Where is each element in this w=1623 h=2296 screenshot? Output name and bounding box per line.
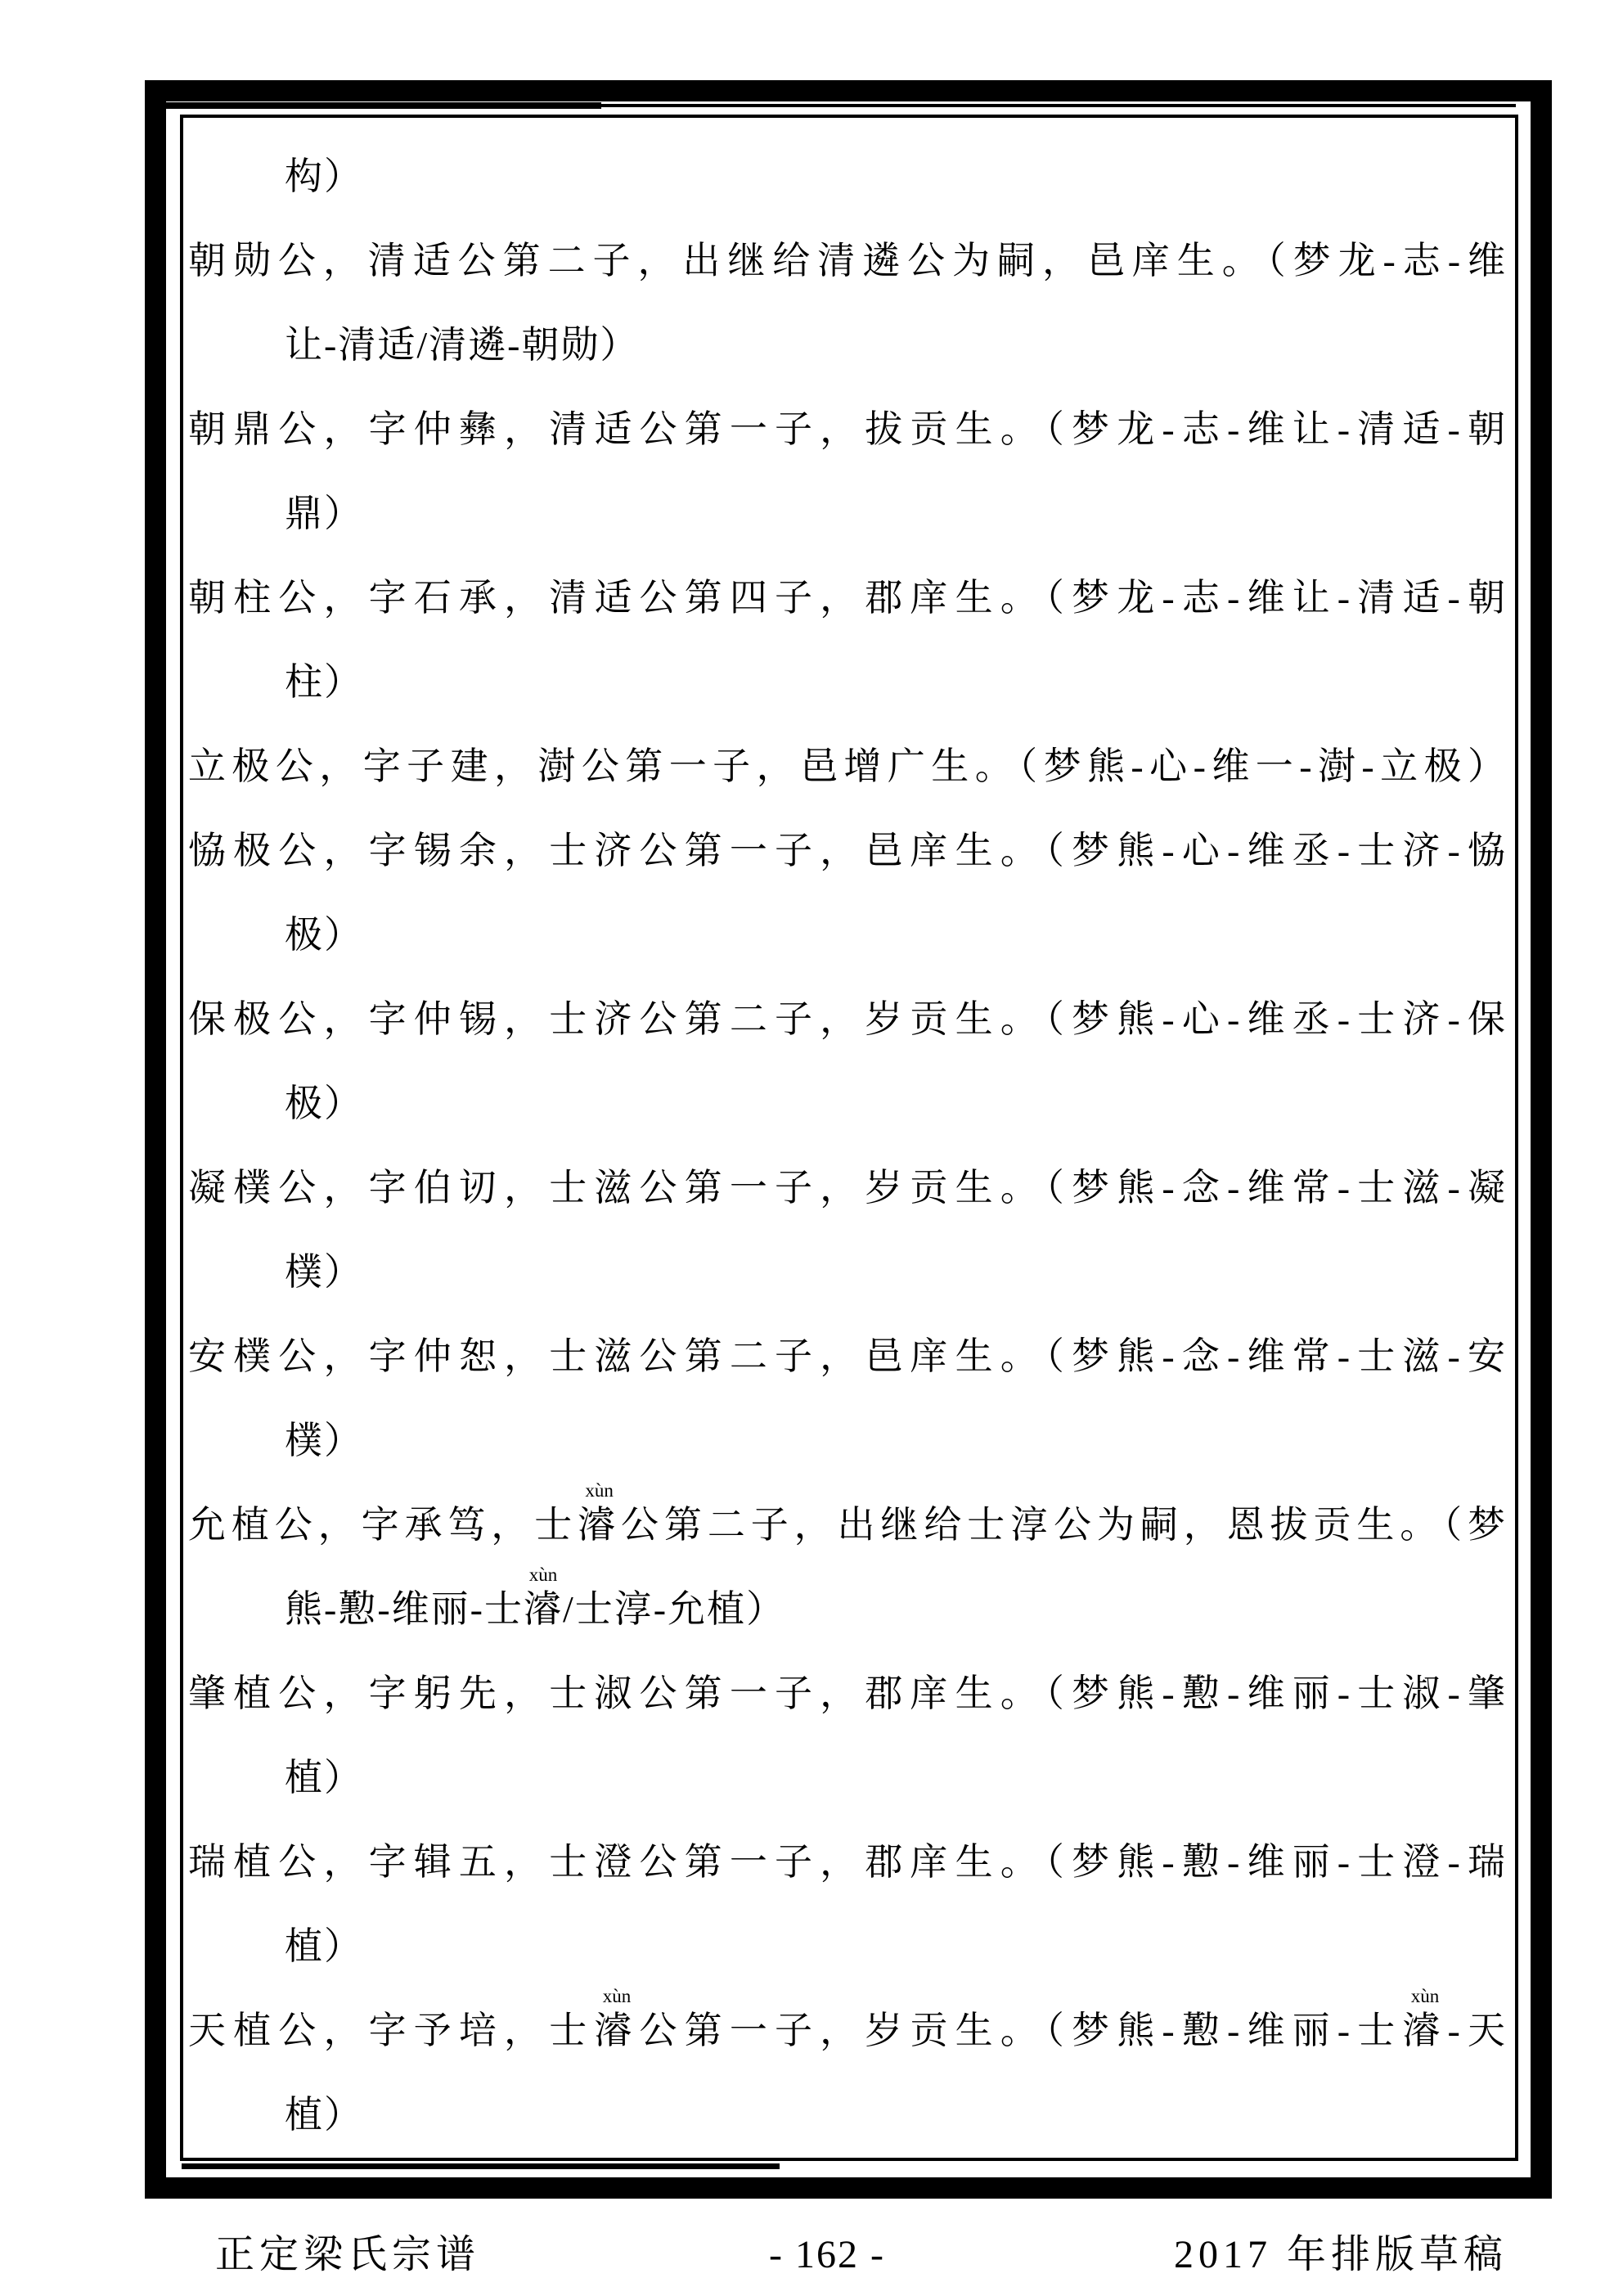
text-line: 构） — [285, 155, 363, 197]
text-line: 允植公，字承笃，士濬 xùn 公第二子，出继给士淳公为嗣，恩拔贡生。（梦 — [188, 1480, 1508, 1546]
pinyin-annotation: xùn — [528, 1564, 558, 1585]
text-line: 柱） — [285, 661, 363, 703]
text-line: 恊极公，字锡余，士济公第一子，邑庠生。（梦熊-心-维丞-士济-恊 — [188, 830, 1507, 871]
text-line: 极） — [285, 914, 363, 956]
footer-edition-note: 2017 年排版草稿 — [1173, 2233, 1508, 2276]
text-line: 植） — [285, 2094, 363, 2136]
text-line: 朝勋公，清适公第二子，出继给清遴公为嗣，邑庠生。（梦龙-志-维 — [188, 240, 1507, 281]
text-line: 立极公，字子建，澍公第一子，邑增广生。（梦熊-心-维一-澍-立极） — [188, 745, 1507, 787]
text-line: 樸） — [285, 1251, 363, 1293]
footer-book-title: 正定梁氏宗谱 — [215, 2233, 481, 2276]
text-line: 肇植公，字躬先，士淑公第一子，郡庠生。（梦熊-懃-维丽-士淑-肇 — [188, 1672, 1507, 1714]
ruby-annotated-char: 濬 xùn — [1402, 1986, 1448, 2051]
pinyin-annotation: xùn — [602, 1986, 632, 2006]
ruby-annotated-char: 濬 xùn — [523, 1564, 563, 1630]
text-line: 朝柱公，字石承，清适公第四子，郡庠生。（梦龙-志-维让-清适-朝 — [188, 577, 1507, 619]
footer-page-number: - 162 - — [769, 2233, 885, 2276]
pinyin-annotation: xùn — [1410, 1986, 1440, 2006]
scan-artifact-line-top — [166, 102, 601, 109]
text-line: 让-清适/清遴-朝勋） — [285, 324, 640, 366]
text-line: 熊-懃-维丽-士濬 xùn /士淳-允植） — [285, 1564, 786, 1630]
page-footer — [215, 2222, 1508, 2279]
text-line: 安樸公，字仲恕，士滋公第二子，邑庠生。（梦熊-念-维常-士滋-安 — [188, 1335, 1507, 1377]
text-line: 保极公，字仲锡，士济公第二子，岁贡生。（梦熊-心-维丞-士济-保 — [188, 998, 1507, 1040]
text-line: 植） — [285, 1925, 363, 1967]
text-line: 朝鼎公，字仲彝，清适公第一子，拔贡生。（梦龙-志-维让-清适-朝 — [188, 408, 1507, 450]
scan-artifact-line-bottom — [182, 2163, 780, 2169]
text-line: 鼎） — [285, 493, 363, 534]
text-line: 极） — [285, 1083, 363, 1124]
pinyin-annotation: xùn — [585, 1480, 614, 1501]
text-line: 瑞植公，字辑五，士澄公第一子，郡庠生。（梦熊-懃-维丽-士澄-瑞 — [188, 1841, 1507, 1883]
genealogy-text-block — [188, 134, 1507, 2157]
ruby-annotated-char: 濬 xùn — [594, 1986, 640, 2051]
ruby-annotated-char: 濬 xùn — [578, 1480, 622, 1546]
text-line: 植） — [285, 1757, 363, 1799]
text-line: 天植公，字予培，士濬 xùn 公第一子，岁贡生。（梦熊-懃-维丽-士濬 xùn -天 — [188, 1986, 1508, 2051]
text-line: 凝樸公，字伯讱，士滋公第一子，岁贡生。（梦熊-念-维常-士滋-凝 — [188, 1167, 1507, 1209]
text-line: 樸） — [285, 1420, 363, 1461]
